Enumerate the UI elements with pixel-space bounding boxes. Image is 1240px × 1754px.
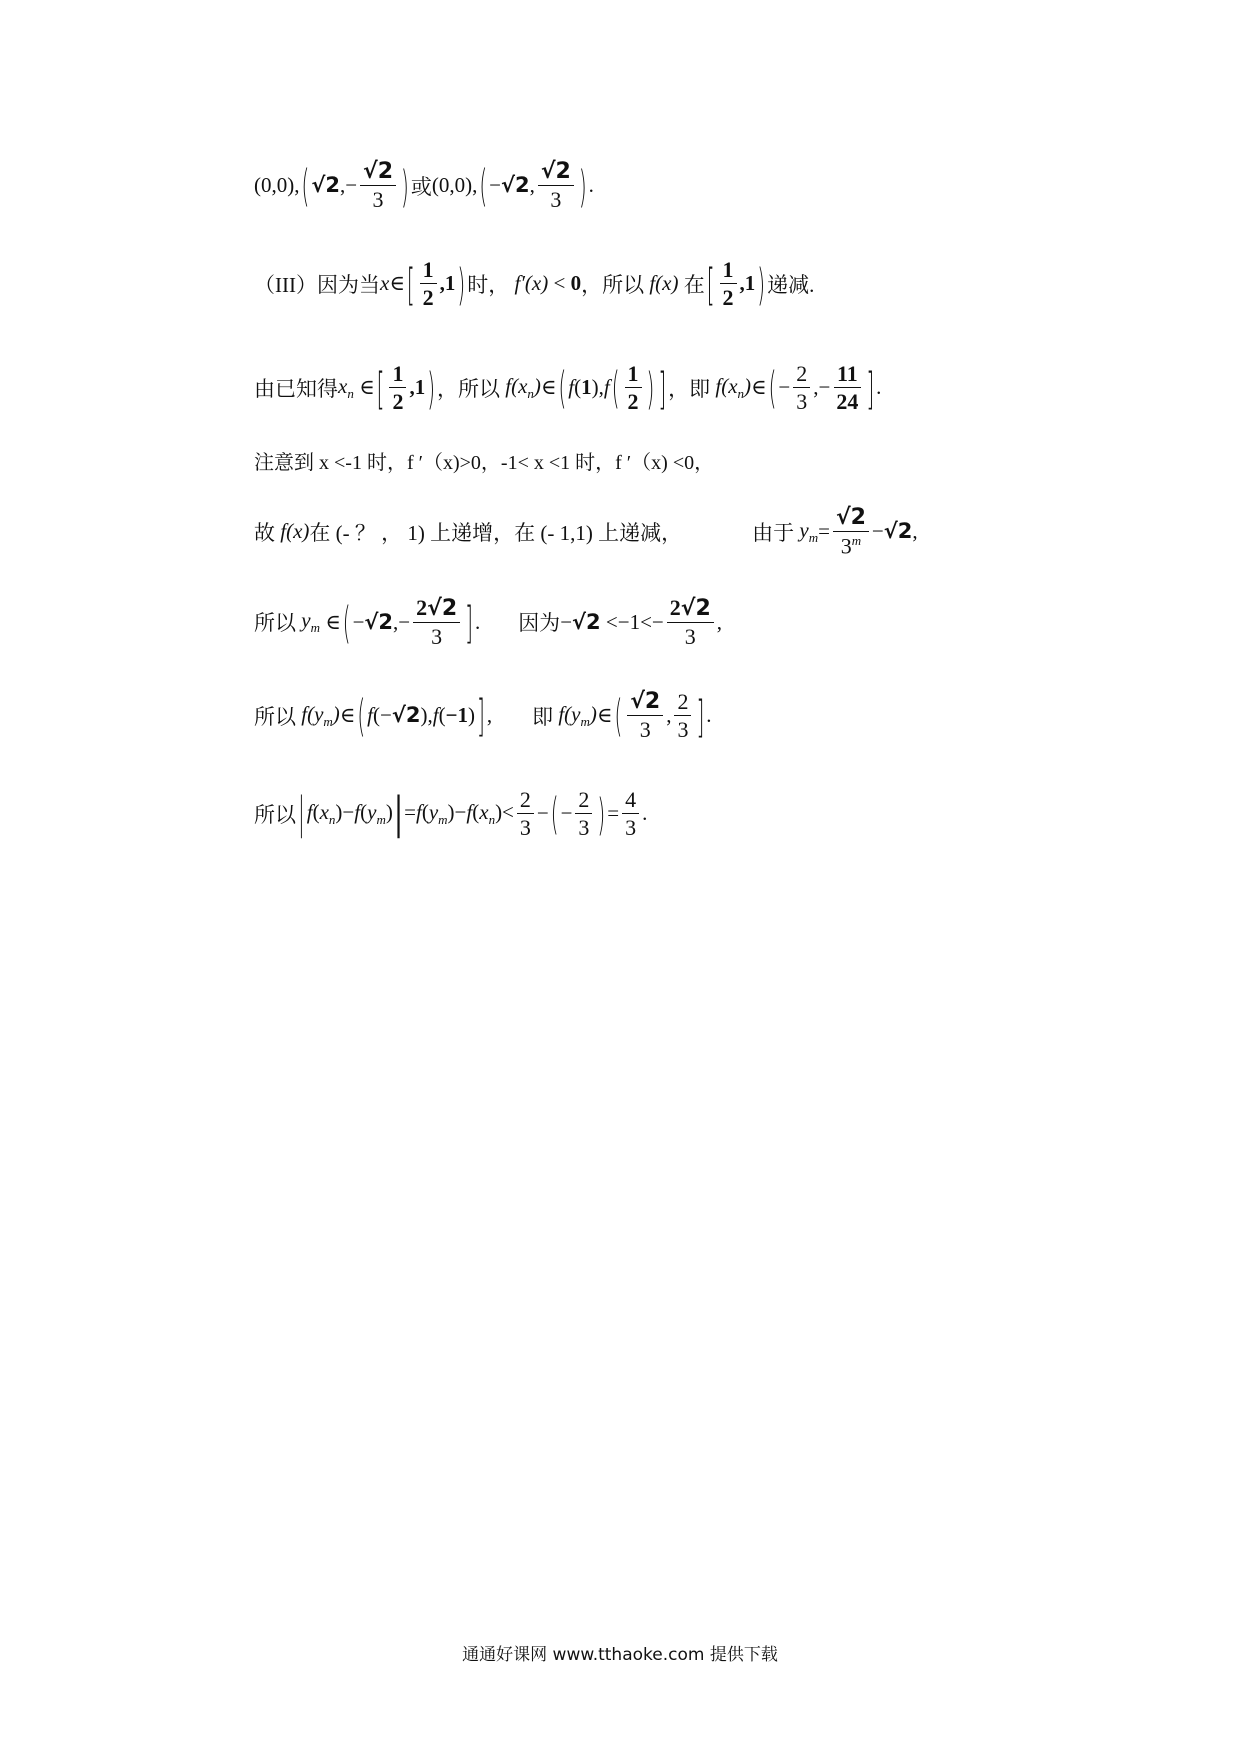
math-expr: $x_n$ <box>338 373 354 401</box>
fraction: $\frac{1}{2}$ <box>720 258 737 309</box>
text-dec: 递减. <box>767 272 815 297</box>
fraction: $\frac{1}{2}$ <box>389 362 406 413</box>
paren: ) <box>401 159 409 212</box>
fraction: $\frac{√2}{3}$ <box>627 690 663 741</box>
math-expr: f′(x) <box>509 271 549 296</box>
text-thus: 故 <box>254 520 275 545</box>
math-expr: (0,0), (√2,− <box>254 158 358 212</box>
line-conclusion: 所以 $|f(x_n)-f(y_m)$ $|=f(y_m)-f(x_n)<$ $\frac{2}{3}$ − (− $\frac{2}{3}$ ) = $\frac{4}{3}$ . <box>254 785 648 841</box>
line-ym-range: 所以 $y_m$ ∈ (−√2,− $\frac{2√2}{3}$ ] . 因为 −√2 <−1<− $\frac{2√2}{3}$ , <box>254 595 723 650</box>
fraction: $\frac{4}{3}$ <box>622 788 639 839</box>
line-monotonic: 故 f(x) 在 (- ？ ， 1) 上递增，在 (- 1,1) 上递减， 由于 $y_m$ = $\frac{√2}{3^m}$ −√2, <box>254 505 918 559</box>
math-expr: $y_m$ <box>296 608 320 636</box>
text-so: 所以 <box>254 704 296 729</box>
fraction: $\frac{1}{2}$ <box>625 362 642 413</box>
text-so: ，所以 <box>437 376 500 401</box>
math-expr: $f(x_n)$ <box>500 373 541 401</box>
text-because: 因为 <box>518 611 561 636</box>
fraction: $\frac{1}{2}$ <box>420 258 437 309</box>
fraction: $\frac{2√2}{3}$ <box>667 596 714 648</box>
math-expr: ∈ (f(−√2),f(−1) ], <box>339 688 493 742</box>
math-expr: $y_m$ <box>794 517 819 545</box>
math-expr: $f(y_m)$ <box>296 701 340 729</box>
line-points: (0,0), (√2,− $\frac{√2}{3}$ ) 或 (0,0), (−√2, $\frac{√2}{3}$ ) . <box>254 158 594 213</box>
text-or: 或 <box>410 174 432 199</box>
math-expr: x <box>379 271 390 296</box>
text-intervals: 在 (- ？ ， 1) 上递增，在 (- 1,1) 上递减， <box>309 520 683 545</box>
line-f-ym: 所以 $f(y_m)$ ∈ (f(−√2),f(−1) ], 即 $f(y_m)$ ∈ ( $\frac{√2}{3}$ , $\frac{2}{3}$ ] . <box>254 688 712 743</box>
text-ie: 即 <box>532 704 554 729</box>
fraction: $\frac{√2}{3^m}$ <box>833 506 869 558</box>
fraction: $\frac{11}{24}$ <box>833 362 861 413</box>
fraction: $\frac{2}{3}$ <box>575 788 592 839</box>
text-given: 由已知得 <box>254 376 338 401</box>
line-part-iii: （III）因为当 x ∈ [ $\frac{1}{2}$ ,1 ) 时， f′(x) < 0 ，所以 f(x) 在 [ $\frac{1}{2}$ ,1 ) 递减. <box>254 257 815 311</box>
line-note <box>254 446 714 475</box>
fraction: $\frac{√2}{3}$ <box>538 160 574 211</box>
text-in: 在 <box>683 272 705 297</box>
line-xn: 由已知得 $x_n$ ∈ [ $\frac{1}{2}$ ,1 ) ，所以 $f(x_n)$ ∈ (f(1),f ( $\frac{1}{2}$ ) ] ，即 $f(x_n)$ ∈ (− $\frac{2}{3}$ ,− $\frac{11}{24}$ ] . <box>254 360 882 415</box>
math-expr: f(x) <box>275 519 310 544</box>
math-expr: −√2 <−1<− <box>560 609 664 634</box>
fraction: $\frac{√2}{3}$ <box>360 160 396 211</box>
paren: ) <box>578 159 587 212</box>
math-expr: −√2, <box>871 519 918 544</box>
fraction: $\frac{2}{3}$ <box>517 788 534 839</box>
text-ie: ，即 <box>668 376 711 401</box>
text-so: ，所以 <box>581 272 645 297</box>
text-since: 由于 <box>752 520 795 545</box>
fraction: $\frac{2}{3}$ <box>674 690 691 741</box>
text-when: 时， <box>467 272 510 297</box>
text-so: 所以 <box>254 802 296 827</box>
footer-watermark: 通通好课网 www.tthaoke.com 提供下载 <box>462 1645 778 1665</box>
fraction: $\frac{2}{3}$ <box>793 362 810 413</box>
text-so: 所以 <box>254 611 296 636</box>
math-expr: $f(x_n)$ <box>710 373 752 401</box>
math-expr: (0,0), (−√2, <box>431 158 535 212</box>
math-expr: $f(y_m)$ <box>553 701 597 729</box>
part-label: （III）因为当 <box>254 272 380 297</box>
note-text: 注意到 x <-1 时，f ′（x)>0，-1< x <1 时，f ′（x) <0， <box>254 452 715 474</box>
math-expr: f(x) <box>644 271 684 296</box>
math-expr: $|f(x_n)-f(y_m)$ $|=f(y_m)-f(x_n)<$ <box>298 785 514 838</box>
fraction: $\frac{2√2}{3}$ <box>413 596 460 648</box>
